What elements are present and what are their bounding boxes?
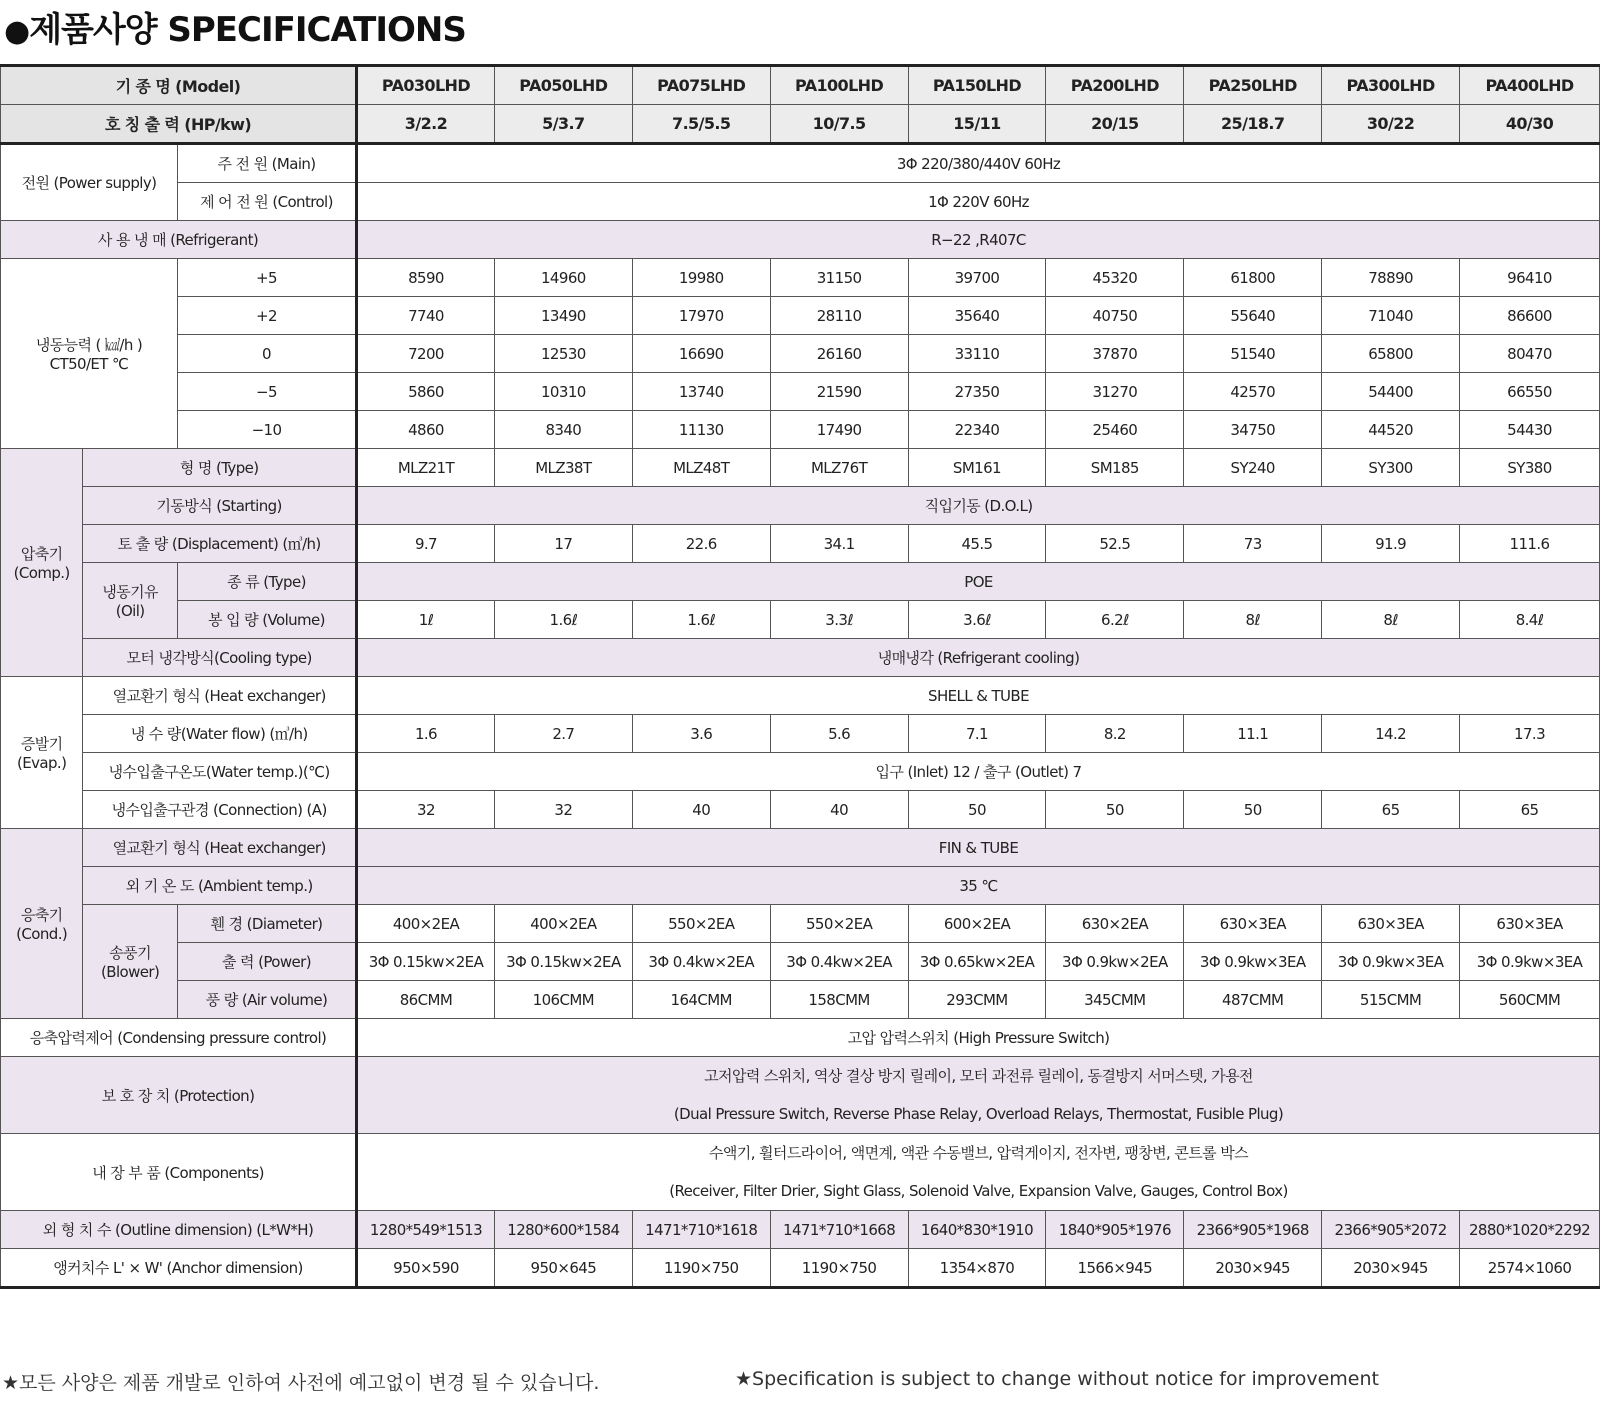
capacity-label-line1: 냉동능력 ( ㎉/h ) [35, 336, 143, 354]
capacity-value: 11130 [632, 411, 770, 449]
capacity-value: 40750 [1046, 297, 1184, 335]
diameter-label: 휀 경 (Diameter) [177, 905, 356, 943]
specifications-table [0, 64, 1600, 1289]
compressor-type-cell: MLZ76T [770, 449, 908, 487]
capacity-value: 54430 [1460, 411, 1600, 449]
power-cell: 30/22 [1322, 105, 1460, 144]
capacity-value: 26160 [770, 335, 908, 373]
capacity-value: 51540 [1184, 335, 1322, 373]
model-cell: PA075LHD [632, 66, 770, 105]
starting-row [1, 487, 1600, 525]
capacity-value: 8340 [494, 411, 632, 449]
outline-cell: 2366*905*1968 [1184, 1211, 1322, 1249]
blower-power-cell: 3Φ 0.9kw×3EA [1460, 943, 1600, 981]
starting-label: 기동방식 (Starting) [83, 487, 357, 525]
evaporating-temp-label: −10 [177, 411, 356, 449]
capacity-value: 17490 [770, 411, 908, 449]
refrigerant-label: 사 용 냉 매 (Refrigerant) [1, 221, 357, 259]
diameter-cell: 630×3EA [1460, 905, 1600, 943]
capacity-value: 31270 [1046, 373, 1184, 411]
displacement-cell: 73 [1184, 525, 1322, 563]
displacement-cell: 52.5 [1046, 525, 1184, 563]
anchor-cell: 950×590 [357, 1249, 495, 1288]
model-cell: PA100LHD [770, 66, 908, 105]
ambient-value: 35 ℃ [357, 867, 1600, 905]
main-power-label: 주 전 원 (Main) [177, 144, 356, 183]
blower-power-cell: 3Φ 0.65kw×2EA [908, 943, 1046, 981]
refrigerant-value: R−22 ,R407C [357, 221, 1600, 259]
outline-cell: 1471*710*1668 [770, 1211, 908, 1249]
connection-cell: 50 [1184, 791, 1322, 829]
air-volume-cell: 158CMM [770, 981, 908, 1019]
condenser-label-line2: (Cond.) [16, 925, 68, 943]
diameter-cell: 400×2EA [494, 905, 632, 943]
capacity-value: 86600 [1460, 297, 1600, 335]
model-row [1, 66, 1600, 105]
compressor-type-cell: MLZ48T [632, 449, 770, 487]
capacity-value: 96410 [1460, 259, 1600, 297]
connection-cell: 32 [357, 791, 495, 829]
diameter-cell: 630×2EA [1046, 905, 1184, 943]
capacity-row [1, 411, 1600, 449]
air-volume-cell: 487CMM [1184, 981, 1322, 1019]
power-label: 호 칭 출 력 (HP/kw) [1, 105, 357, 144]
displacement-cell: 111.6 [1460, 525, 1600, 563]
air-volume-cell: 164CMM [632, 981, 770, 1019]
air-volume-cell: 345CMM [1046, 981, 1184, 1019]
components-value-line2: (Receiver, Filter Drier, Sight Glass, Solenoid Valve, Expansion Valve, Gauges, Control Box) [669, 1182, 1288, 1200]
water-flow-row [1, 715, 1600, 753]
model-cell: PA030LHD [357, 66, 495, 105]
power-cell: 3/2.2 [357, 105, 495, 144]
power-cell: 40/30 [1460, 105, 1600, 144]
water-flow-cell: 5.6 [770, 715, 908, 753]
capacity-value: 12530 [494, 335, 632, 373]
anchor-label: 앵커치수 L' × W' (Anchor dimension) [1, 1249, 357, 1288]
anchor-cell: 2030×945 [1184, 1249, 1322, 1288]
evaporating-temp-label: 0 [177, 335, 356, 373]
connection-row [1, 791, 1600, 829]
capacity-value: 25460 [1046, 411, 1184, 449]
water-flow-cell: 11.1 [1184, 715, 1322, 753]
oil-volume-cell: 6.2ℓ [1046, 601, 1184, 639]
capacity-value: 19980 [632, 259, 770, 297]
bullet-icon: ● [4, 14, 30, 49]
water-flow-cell: 7.1 [908, 715, 1046, 753]
capacity-value: 13740 [632, 373, 770, 411]
capacity-value: 4860 [357, 411, 495, 449]
water-flow-cell: 17.3 [1460, 715, 1600, 753]
condenser-label [1, 829, 83, 1019]
capacity-value: 31150 [770, 259, 908, 297]
water-flow-cell: 3.6 [632, 715, 770, 753]
air-volume-cell: 560CMM [1460, 981, 1600, 1019]
power-row [1, 105, 1600, 144]
evaporating-temp-label: −5 [177, 373, 356, 411]
capacity-value: 27350 [908, 373, 1046, 411]
cond-hx-label: 열교환기 형식 (Heat exchanger) [83, 829, 357, 867]
oil-volume-cell: 1.6ℓ [632, 601, 770, 639]
capacity-value: 10310 [494, 373, 632, 411]
capacity-value: 34750 [1184, 411, 1322, 449]
oil-volume-cell: 1ℓ [357, 601, 495, 639]
compressor-type-row [1, 449, 1600, 487]
compressor-label [1, 449, 83, 677]
model-cell: PA050LHD [494, 66, 632, 105]
evaporating-temp-label: +5 [177, 259, 356, 297]
water-flow-label: 냉 수 량(Water flow) (㎥/h) [83, 715, 357, 753]
air-volume-cell: 86CMM [357, 981, 495, 1019]
capacity-value: 13490 [494, 297, 632, 335]
oil-type-row [1, 563, 1600, 601]
evaporator-label-line1: 증발기 [20, 735, 63, 753]
air-volume-cell: 515CMM [1322, 981, 1460, 1019]
water-temp-label: 냉수입출구온도(Water temp.)(℃) [83, 753, 357, 791]
blower-power-label: 출 력 (Power) [177, 943, 356, 981]
air-volume-cell: 293CMM [908, 981, 1046, 1019]
capacity-value: 66550 [1460, 373, 1600, 411]
capacity-value: 21590 [770, 373, 908, 411]
anchor-cell: 1354×870 [908, 1249, 1046, 1288]
anchor-cell: 950×645 [494, 1249, 632, 1288]
connection-cell: 40 [632, 791, 770, 829]
protection-value [357, 1057, 1600, 1134]
power-supply-control-row [1, 183, 1600, 221]
power-cell: 5/3.7 [494, 105, 632, 144]
evap-hx-value: SHELL & TUBE [357, 677, 1600, 715]
power-cell: 15/11 [908, 105, 1046, 144]
components-row [1, 1134, 1600, 1211]
outline-label: 외 형 치 수 (Outline dimension) (L*W*H) [1, 1211, 357, 1249]
anchor-cell: 2030×945 [1322, 1249, 1460, 1288]
compressor-type-cell: SY380 [1460, 449, 1600, 487]
blower-power-cell: 3Φ 0.4kw×2EA [632, 943, 770, 981]
capacity-value: 35640 [908, 297, 1046, 335]
compressor-label-line1: 압축기 [20, 545, 63, 563]
power-cell: 10/7.5 [770, 105, 908, 144]
air-volume-cell: 106CMM [494, 981, 632, 1019]
capacity-value: 65800 [1322, 335, 1460, 373]
connection-cell: 32 [494, 791, 632, 829]
cond-hx-row [1, 829, 1600, 867]
oil-label-line1: 냉동기유 [102, 583, 158, 601]
capacity-value: 5860 [357, 373, 495, 411]
outline-cell: 1280*600*1584 [494, 1211, 632, 1249]
displacement-label: 토 출 량 (Displacement) (㎥/h) [83, 525, 357, 563]
oil-volume-cell: 8.4ℓ [1460, 601, 1600, 639]
components-label: 내 장 부 품 (Components) [1, 1134, 357, 1211]
water-flow-cell: 1.6 [357, 715, 495, 753]
capacity-value: 7200 [357, 335, 495, 373]
connection-label: 냉수입출구관경 (Connection) (A) [83, 791, 357, 829]
oil-volume-row [1, 601, 1600, 639]
condenser-label-line1: 응축기 [20, 906, 63, 924]
model-label: 기 종 명 (Model) [1, 66, 357, 105]
blower-label-line1: 송풍기 [109, 944, 151, 962]
protection-value-line1: 고저압력 스위치, 역상 결상 방지 릴레이, 모터 과전류 릴레이, 동결방지 서머스텟, 가용전 [704, 1067, 1253, 1085]
anchor-cell: 1190×750 [770, 1249, 908, 1288]
blower-power-cell: 3Φ 0.15kw×2EA [357, 943, 495, 981]
oil-label [83, 563, 178, 639]
displacement-cell: 22.6 [632, 525, 770, 563]
outline-cell: 1280*549*1513 [357, 1211, 495, 1249]
water-temp-value: 입구 (Inlet) 12 / 출구 (Outlet) 7 [357, 753, 1600, 791]
capacity-row [1, 259, 1600, 297]
compressor-label-line2: (Comp.) [13, 564, 70, 582]
capacity-row [1, 335, 1600, 373]
diameter-cell: 630×3EA [1184, 905, 1322, 943]
model-cell: PA300LHD [1322, 66, 1460, 105]
evaporator-label-line2: (Evap.) [16, 754, 67, 772]
capacity-value: 17970 [632, 297, 770, 335]
outline-cell: 1640*830*1910 [908, 1211, 1046, 1249]
connection-cell: 50 [908, 791, 1046, 829]
oil-type-value: POE [357, 563, 1600, 601]
cooling-value: 냉매냉각 (Refrigerant cooling) [357, 639, 1600, 677]
page-title [4, 2, 466, 51]
compressor-type-cell: MLZ21T [357, 449, 495, 487]
blower-power-row [1, 943, 1600, 981]
capacity-value: 39700 [908, 259, 1046, 297]
page-title-text: 제품사양 SPECIFICATIONS [29, 10, 466, 50]
control-power-value: 1Φ 220V 60Hz [357, 183, 1600, 221]
connection-cell: 65 [1322, 791, 1460, 829]
water-flow-cell: 2.7 [494, 715, 632, 753]
outline-row [1, 1211, 1600, 1249]
evaporator-label [1, 677, 83, 829]
protection-label: 보 호 장 치 (Protection) [1, 1057, 357, 1134]
capacity-label-line2: CT50/ET ℃ [49, 355, 129, 373]
anchor-cell: 1566×945 [1046, 1249, 1184, 1288]
capacity-value: 33110 [908, 335, 1046, 373]
capacity-value: 28110 [770, 297, 908, 335]
pressure-control-value: 고압 압력스위치 (High Pressure Switch) [357, 1019, 1600, 1057]
capacity-value: 14960 [494, 259, 632, 297]
power-cell: 25/18.7 [1184, 105, 1322, 144]
power-supply-label: 전원 (Power supply) [1, 144, 178, 221]
water-flow-cell: 8.2 [1046, 715, 1184, 753]
diameter-cell: 600×2EA [908, 905, 1046, 943]
displacement-row [1, 525, 1600, 563]
oil-type-label: 종 류 (Type) [177, 563, 356, 601]
anchor-row [1, 1249, 1600, 1288]
air-volume-row [1, 981, 1600, 1019]
cooling-label: 모터 냉각방식(Cooling type) [83, 639, 357, 677]
capacity-value: 54400 [1322, 373, 1460, 411]
oil-volume-cell: 8ℓ [1322, 601, 1460, 639]
oil-volume-cell: 3.3ℓ [770, 601, 908, 639]
power-cell: 20/15 [1046, 105, 1184, 144]
model-cell: PA200LHD [1046, 66, 1184, 105]
blower-power-cell: 3Φ 0.15kw×2EA [494, 943, 632, 981]
capacity-value: 71040 [1322, 297, 1460, 335]
blower-label [83, 905, 178, 1019]
compressor-type-cell: SY240 [1184, 449, 1322, 487]
starting-value: 직입기동 (D.O.L) [357, 487, 1600, 525]
air-volume-label: 풍 량 (Air volume) [177, 981, 356, 1019]
model-cell: PA400LHD [1460, 66, 1600, 105]
capacity-value: 45320 [1046, 259, 1184, 297]
evap-hx-label: 열교환기 형식 (Heat exchanger) [83, 677, 357, 715]
control-power-label: 제 어 전 원 (Control) [177, 183, 356, 221]
diameter-row [1, 905, 1600, 943]
capacity-row [1, 373, 1600, 411]
outline-cell: 2366*905*2072 [1322, 1211, 1460, 1249]
outline-cell: 2880*1020*2292 [1460, 1211, 1600, 1249]
capacity-value: 44520 [1322, 411, 1460, 449]
ambient-row [1, 867, 1600, 905]
displacement-cell: 45.5 [908, 525, 1046, 563]
protection-row [1, 1057, 1600, 1134]
evaporating-temp-label: +2 [177, 297, 356, 335]
diameter-cell: 400×2EA [357, 905, 495, 943]
outline-cell: 1471*710*1618 [632, 1211, 770, 1249]
protection-value-line2: (Dual Pressure Switch, Reverse Phase Relay, Overload Relays, Thermostat, Fusible Plug) [673, 1105, 1284, 1123]
displacement-cell: 9.7 [357, 525, 495, 563]
blower-power-cell: 3Φ 0.4kw×2EA [770, 943, 908, 981]
blower-label-line2: (Blower) [101, 963, 160, 981]
compressor-type-cell: MLZ38T [494, 449, 632, 487]
capacity-row [1, 297, 1600, 335]
displacement-cell: 91.9 [1322, 525, 1460, 563]
displacement-cell: 34.1 [770, 525, 908, 563]
oil-label-line2: (Oil) [115, 602, 145, 620]
anchor-cell: 2574×1060 [1460, 1249, 1600, 1288]
capacity-value: 7740 [357, 297, 495, 335]
compressor-type-label: 형 명 (Type) [83, 449, 357, 487]
blower-power-cell: 3Φ 0.9kw×2EA [1046, 943, 1184, 981]
refrigerant-row [1, 221, 1600, 259]
note-korean: ★모든 사양은 제품 개발로 인하여 사전에 예고없이 변경 될 수 있습니다. [2, 1372, 600, 1394]
anchor-cell: 1190×750 [632, 1249, 770, 1288]
cooling-row [1, 639, 1600, 677]
water-flow-cell: 14.2 [1322, 715, 1460, 753]
evap-hx-row [1, 677, 1600, 715]
oil-volume-cell: 1.6ℓ [494, 601, 632, 639]
pressure-control-row [1, 1019, 1600, 1057]
diameter-cell: 550×2EA [770, 905, 908, 943]
capacity-value: 61800 [1184, 259, 1322, 297]
outline-cell: 1840*905*1976 [1046, 1211, 1184, 1249]
connection-cell: 65 [1460, 791, 1600, 829]
power-cell: 7.5/5.5 [632, 105, 770, 144]
cond-hx-value: FIN & TUBE [357, 829, 1600, 867]
capacity-value: 37870 [1046, 335, 1184, 373]
model-cell: PA150LHD [908, 66, 1046, 105]
components-value-line1: 수액기, 휠터드라이어, 액면계, 액관 수동밸브, 압력게이지, 전자변, 팽창변, 콘트롤 박스 [709, 1144, 1248, 1162]
pressure-control-label: 응축압력제어 (Condensing pressure control) [1, 1019, 357, 1057]
diameter-cell: 630×3EA [1322, 905, 1460, 943]
connection-cell: 40 [770, 791, 908, 829]
compressor-type-cell: SM161 [908, 449, 1046, 487]
note-english: ★Specification is subject to change without notice for improvement [735, 1368, 1379, 1390]
power-supply-main-row [1, 144, 1600, 183]
displacement-cell: 17 [494, 525, 632, 563]
ambient-label: 외 기 온 도 (Ambient temp.) [83, 867, 357, 905]
blower-power-cell: 3Φ 0.9kw×3EA [1322, 943, 1460, 981]
capacity-value: 8590 [357, 259, 495, 297]
oil-volume-cell: 3.6ℓ [908, 601, 1046, 639]
compressor-type-cell: SM185 [1046, 449, 1184, 487]
model-cell: PA250LHD [1184, 66, 1322, 105]
connection-cell: 50 [1046, 791, 1184, 829]
capacity-value: 42570 [1184, 373, 1322, 411]
main-power-value: 3Φ 220/380/440V 60Hz [357, 144, 1600, 183]
oil-volume-cell: 8ℓ [1184, 601, 1322, 639]
blower-power-cell: 3Φ 0.9kw×3EA [1184, 943, 1322, 981]
capacity-value: 22340 [908, 411, 1046, 449]
capacity-label [1, 259, 178, 449]
capacity-value: 80470 [1460, 335, 1600, 373]
capacity-value: 16690 [632, 335, 770, 373]
capacity-value: 55640 [1184, 297, 1322, 335]
oil-volume-label: 봉 입 량 (Volume) [177, 601, 356, 639]
capacity-value: 78890 [1322, 259, 1460, 297]
compressor-type-cell: SY300 [1322, 449, 1460, 487]
water-temp-row [1, 753, 1600, 791]
components-value [357, 1134, 1600, 1211]
diameter-cell: 550×2EA [632, 905, 770, 943]
